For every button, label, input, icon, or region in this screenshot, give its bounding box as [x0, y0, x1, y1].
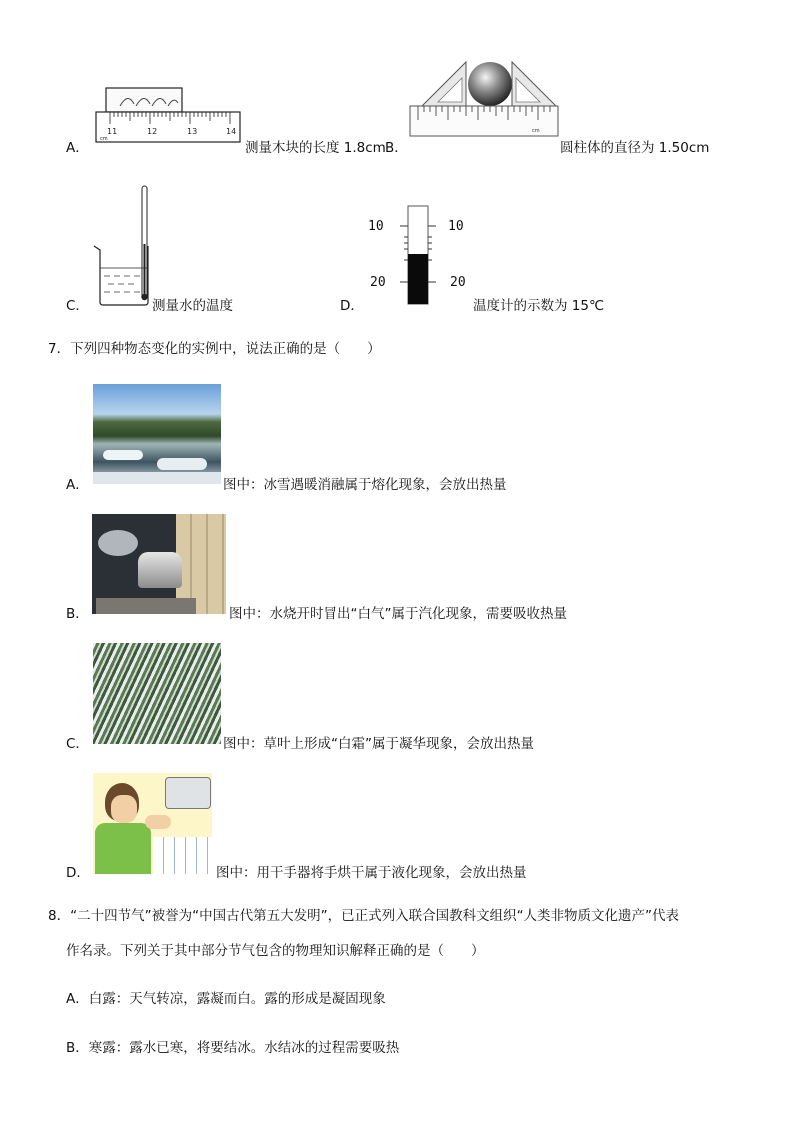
- ruler-label-11: 11: [107, 127, 118, 136]
- scale-right-20: 20: [450, 275, 466, 290]
- water-marks: [104, 276, 140, 292]
- ball: [468, 62, 512, 106]
- q7-stem: 7．下列四种物态变化的实例中，说法正确的是（ ）: [48, 341, 381, 357]
- ruler-wood-block-figure: [94, 84, 244, 150]
- q8-option-b: [66, 1039, 399, 1057]
- q8-option-a-letter: A．: [66, 991, 89, 1007]
- ruler-label-14: 14: [226, 127, 237, 136]
- boiling-kettle-photo: [92, 514, 226, 614]
- option-d-letter: D．: [340, 298, 364, 314]
- wood-block: [106, 88, 182, 112]
- q8-stem-line-2: 作名录。下列关于其中部分节气包含的物理知识解释正确的是（ ）: [66, 943, 485, 959]
- option-a-letter: A．: [66, 140, 89, 156]
- scale-right-10: 10: [448, 219, 464, 234]
- scale-left-20: 20: [370, 275, 386, 290]
- frosted-grass-photo: [93, 643, 221, 744]
- q7-option-a-text: 图中：冰雪遇暖消融属于熔化现象，会放出热量: [223, 477, 507, 493]
- melting-snow-river-photo: [93, 384, 221, 484]
- q8-option-a: [66, 990, 386, 1008]
- thermometer-bulb: [141, 294, 147, 300]
- ruler-label-13: 13: [187, 127, 198, 136]
- q8-option-b-text: 寒露：露水已寒，将要结冰。水结冰的过程需要吸热: [88, 1040, 400, 1056]
- ruler-label-12: 12: [147, 127, 158, 136]
- thermometer-scale-figure: [364, 204, 472, 306]
- option-b-text: 圆柱体的直径为 1.50cm: [560, 140, 710, 156]
- q8-option-b-letter: B．: [66, 1040, 89, 1056]
- option-a-text: 测量木块的长度 1.8cm: [245, 140, 386, 156]
- q7-option-d-text: 图中：用干手器将手烘干属于液化现象，会放出热量: [216, 865, 527, 881]
- option-d-text: 温度计的示数为 15℃: [473, 298, 605, 314]
- liquid-column: [408, 254, 428, 304]
- q7-option-b-text: 图中：水烧开时冒出“白气”属于汽化现象，需要吸收热量: [229, 606, 567, 622]
- q7-option-c-text: 图中：草叶上形成“白霜”属于凝华现象，会放出热量: [223, 736, 534, 752]
- hand-dryer-cartoon: [93, 773, 212, 874]
- option-b-letter: B．: [385, 140, 408, 156]
- q7-option-d-letter: D．: [66, 865, 90, 881]
- beaker-thermometer-figure: [90, 184, 152, 308]
- q8-stem-line-1: 8．“二十四节气”被誉为“中国古代第五大发明”，已正式列入联合国教科文组织“人类非物质文化遗产”代表: [48, 908, 680, 924]
- q7-option-c-letter: C．: [66, 736, 89, 752]
- ruler-unit-label: cm: [100, 136, 108, 142]
- beaker: [94, 246, 148, 305]
- triangle-rulers-ball-figure: [408, 58, 560, 152]
- q7-option-a-letter: A．: [66, 477, 89, 493]
- option-c-letter: C．: [66, 298, 89, 314]
- option-c-text: 测量水的温度: [152, 298, 233, 314]
- q8-option-a-text: 白露：天气转凉，露凝而白。露的形成是凝固现象: [88, 991, 386, 1007]
- q7-option-b-letter: B．: [66, 606, 89, 622]
- scale-left-10: 10: [368, 219, 384, 234]
- base-ruler-unit: cm: [532, 128, 540, 134]
